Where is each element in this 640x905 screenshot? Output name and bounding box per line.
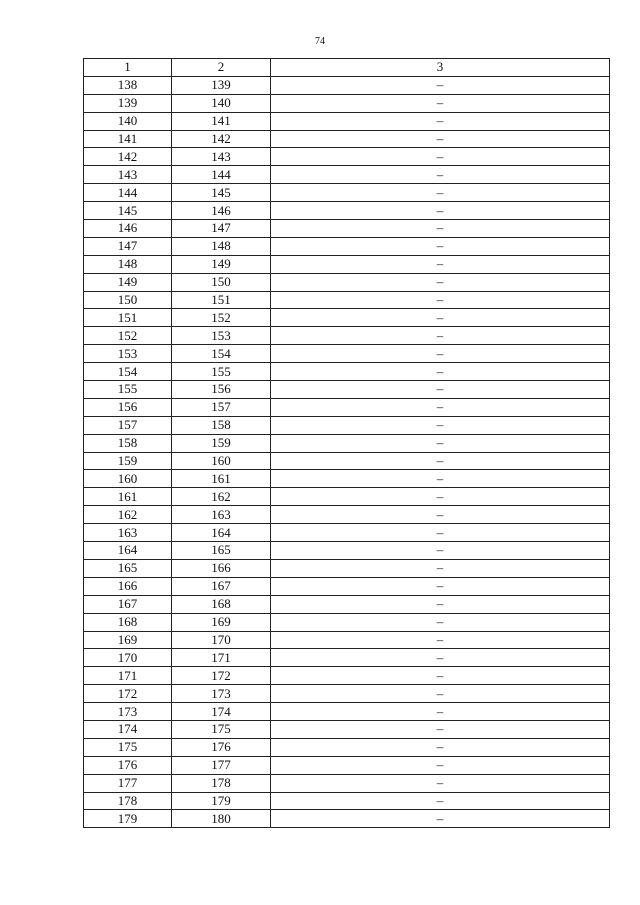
table-cell-col-3: – — [271, 577, 610, 595]
table-cell-col-1: 138 — [84, 76, 172, 94]
column-header-3: 3 — [271, 59, 610, 77]
table-cell-col-1: 139 — [84, 94, 172, 112]
table-cell-col-1: 140 — [84, 112, 172, 130]
table-row — [84, 595, 610, 613]
table-body — [84, 76, 610, 827]
table-row — [84, 309, 610, 327]
table-cell-col-3: – — [271, 774, 610, 792]
table-cell-col-2: 162 — [172, 488, 271, 506]
table-cell-col-3: – — [271, 595, 610, 613]
table-cell-col-2: 165 — [172, 542, 271, 560]
table-cell-col-2: 179 — [172, 792, 271, 810]
table-row — [84, 398, 610, 416]
table-cell-col-1: 174 — [84, 720, 172, 738]
table-cell-col-1: 166 — [84, 577, 172, 595]
table-cell-col-2: 143 — [172, 148, 271, 166]
table-cell-col-2: 172 — [172, 667, 271, 685]
table-row — [84, 631, 610, 649]
table-row — [84, 738, 610, 756]
table-row — [84, 667, 610, 685]
table-cell-col-2: 147 — [172, 220, 271, 238]
table-cell-col-1: 160 — [84, 470, 172, 488]
table-cell-col-3: – — [271, 220, 610, 238]
table-cell-col-2: 157 — [172, 398, 271, 416]
table-cell-col-2: 145 — [172, 184, 271, 202]
table-cell-col-2: 142 — [172, 130, 271, 148]
table-cell-col-1: 165 — [84, 559, 172, 577]
table-cell-col-3: – — [271, 470, 610, 488]
table-cell-col-3: – — [271, 720, 610, 738]
table-row — [84, 184, 610, 202]
table-row — [84, 94, 610, 112]
table-row — [84, 166, 610, 184]
table-cell-col-1: 141 — [84, 130, 172, 148]
table-cell-col-2: 168 — [172, 595, 271, 613]
table-cell-col-3: – — [271, 237, 610, 255]
table-cell-col-1: 176 — [84, 756, 172, 774]
table-cell-col-2: 139 — [172, 76, 271, 94]
table-cell-col-3: – — [271, 273, 610, 291]
table-cell-col-3: – — [271, 506, 610, 524]
table-cell-col-3: – — [271, 381, 610, 399]
table-cell-col-2: 155 — [172, 363, 271, 381]
table-cell-col-2: 156 — [172, 381, 271, 399]
table-cell-col-1: 171 — [84, 667, 172, 685]
table-cell-col-1: 169 — [84, 631, 172, 649]
table-row — [84, 76, 610, 94]
table-row — [84, 363, 610, 381]
table-row — [84, 416, 610, 434]
table-cell-col-3: – — [271, 112, 610, 130]
table-cell-col-1: 142 — [84, 148, 172, 166]
table-cell-col-2: 178 — [172, 774, 271, 792]
table-cell-col-3: – — [271, 685, 610, 703]
table-cell-col-2: 171 — [172, 649, 271, 667]
table-cell-col-3: – — [271, 309, 610, 327]
table-cell-col-3: – — [271, 738, 610, 756]
table-cell-col-3: – — [271, 703, 610, 721]
table-cell-col-3: – — [271, 559, 610, 577]
table-cell-col-1: 179 — [84, 810, 172, 828]
page-number: 74 — [315, 36, 325, 47]
table-cell-col-3: – — [271, 291, 610, 309]
table-cell-col-2: 154 — [172, 345, 271, 363]
table-row — [84, 720, 610, 738]
table-cell-col-1: 177 — [84, 774, 172, 792]
table-cell-col-3: – — [271, 363, 610, 381]
table-cell-col-1: 154 — [84, 363, 172, 381]
table-cell-col-2: 166 — [172, 559, 271, 577]
table-cell-col-3: – — [271, 613, 610, 631]
table-cell-col-3: – — [271, 416, 610, 434]
table-cell-col-3: – — [271, 398, 610, 416]
data-table — [83, 58, 610, 828]
table-row — [84, 381, 610, 399]
table-row — [84, 327, 610, 345]
table-cell-col-3: – — [271, 810, 610, 828]
table-cell-col-3: – — [271, 148, 610, 166]
table-cell-col-3: – — [271, 94, 610, 112]
table-cell-col-2: 161 — [172, 470, 271, 488]
table-cell-col-3: – — [271, 649, 610, 667]
table-row — [84, 685, 610, 703]
table-cell-col-1: 149 — [84, 273, 172, 291]
table-row — [84, 470, 610, 488]
table-row — [84, 452, 610, 470]
table-cell-col-1: 162 — [84, 506, 172, 524]
table-cell-col-2: 148 — [172, 237, 271, 255]
table-cell-col-3: – — [271, 434, 610, 452]
table-row — [84, 703, 610, 721]
table-cell-col-2: 174 — [172, 703, 271, 721]
table-cell-col-1: 157 — [84, 416, 172, 434]
table-row — [84, 488, 610, 506]
table-cell-col-2: 153 — [172, 327, 271, 345]
table-row — [84, 112, 610, 130]
table-header — [84, 59, 610, 77]
table-row — [84, 255, 610, 273]
table-cell-col-1: 172 — [84, 685, 172, 703]
table-cell-col-1: 144 — [84, 184, 172, 202]
table-row — [84, 810, 610, 828]
table-cell-col-1: 148 — [84, 255, 172, 273]
table-cell-col-1: 163 — [84, 524, 172, 542]
table-cell-col-3: – — [271, 524, 610, 542]
table-cell-col-2: 176 — [172, 738, 271, 756]
table-cell-col-1: 164 — [84, 542, 172, 560]
table-cell-col-3: – — [271, 631, 610, 649]
table-row — [84, 542, 610, 560]
table-cell-col-3: – — [271, 255, 610, 273]
column-header-2: 2 — [172, 59, 271, 77]
table-cell-col-1: 175 — [84, 738, 172, 756]
table-row — [84, 613, 610, 631]
table-cell-col-3: – — [271, 76, 610, 94]
table-cell-col-2: 146 — [172, 202, 271, 220]
table-cell-col-1: 150 — [84, 291, 172, 309]
table-cell-col-3: – — [271, 452, 610, 470]
table-row — [84, 291, 610, 309]
table-row — [84, 756, 610, 774]
table-cell-col-1: 152 — [84, 327, 172, 345]
table-cell-col-2: 150 — [172, 273, 271, 291]
table-cell-col-1: 155 — [84, 381, 172, 399]
table-cell-col-2: 152 — [172, 309, 271, 327]
table-cell-col-2: 164 — [172, 524, 271, 542]
table-cell-col-3: – — [271, 345, 610, 363]
table-cell-col-2: 151 — [172, 291, 271, 309]
table-cell-col-2: 140 — [172, 94, 271, 112]
table-cell-col-3: – — [271, 542, 610, 560]
column-header-1: 1 — [84, 59, 172, 77]
table-cell-col-1: 167 — [84, 595, 172, 613]
table-row — [84, 774, 610, 792]
table-cell-col-3: – — [271, 130, 610, 148]
table-cell-col-1: 158 — [84, 434, 172, 452]
table-cell-col-2: 173 — [172, 685, 271, 703]
table-cell-col-2: 149 — [172, 255, 271, 273]
table-cell-col-1: 161 — [84, 488, 172, 506]
table-cell-col-1: 178 — [84, 792, 172, 810]
table-cell-col-2: 160 — [172, 452, 271, 470]
table-cell-col-3: – — [271, 166, 610, 184]
table-cell-col-1: 168 — [84, 613, 172, 631]
table-row — [84, 559, 610, 577]
table-cell-col-3: – — [271, 488, 610, 506]
table-cell-col-3: – — [271, 202, 610, 220]
table-cell-col-2: 169 — [172, 613, 271, 631]
table-cell-col-2: 141 — [172, 112, 271, 130]
table-cell-col-2: 175 — [172, 720, 271, 738]
table-row — [84, 237, 610, 255]
table-cell-col-1: 159 — [84, 452, 172, 470]
table-cell-col-3: – — [271, 756, 610, 774]
table-row — [84, 792, 610, 810]
table-cell-col-2: 167 — [172, 577, 271, 595]
table-cell-col-1: 153 — [84, 345, 172, 363]
table-cell-col-1: 156 — [84, 398, 172, 416]
table-cell-col-2: 144 — [172, 166, 271, 184]
table-row — [84, 434, 610, 452]
table-row — [84, 649, 610, 667]
table-cell-col-3: – — [271, 184, 610, 202]
table-cell-col-3: – — [271, 667, 610, 685]
table-row — [84, 577, 610, 595]
table-cell-col-3: – — [271, 327, 610, 345]
table-row — [84, 273, 610, 291]
table-row — [84, 220, 610, 238]
table-cell-col-2: 180 — [172, 810, 271, 828]
table-row — [84, 148, 610, 166]
table-row — [84, 345, 610, 363]
table-cell-col-2: 163 — [172, 506, 271, 524]
table-cell-col-1: 146 — [84, 220, 172, 238]
table-cell-col-2: 158 — [172, 416, 271, 434]
table-cell-col-2: 177 — [172, 756, 271, 774]
table-cell-col-1: 143 — [84, 166, 172, 184]
table-cell-col-3: – — [271, 792, 610, 810]
table-cell-col-2: 170 — [172, 631, 271, 649]
table-row — [84, 130, 610, 148]
table-row — [84, 524, 610, 542]
table-cell-col-1: 151 — [84, 309, 172, 327]
table-row — [84, 506, 610, 524]
table-row — [84, 202, 610, 220]
table-cell-col-2: 159 — [172, 434, 271, 452]
table-cell-col-1: 147 — [84, 237, 172, 255]
table-cell-col-1: 145 — [84, 202, 172, 220]
table-cell-col-1: 173 — [84, 703, 172, 721]
table-cell-col-1: 170 — [84, 649, 172, 667]
table-header-row — [84, 59, 610, 77]
